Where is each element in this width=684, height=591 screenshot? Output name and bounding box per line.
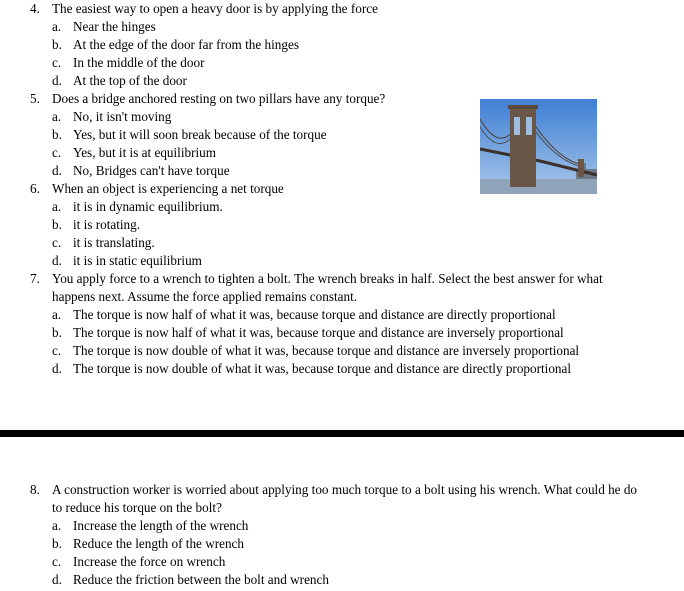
option-text: The torque is now double of what it was, because torque and distance are inversely proportional (73, 343, 580, 358)
option-letter: c. (52, 343, 62, 358)
option-text: At the top of the door (73, 73, 187, 88)
question-7-option-d (52, 360, 571, 378)
brooklyn-bridge-illustration (480, 99, 597, 194)
option-letter: a. (52, 307, 62, 322)
question-5-option-d (52, 162, 230, 180)
question-5-option-a (52, 108, 171, 126)
option-text: At the edge of the door far from the hinges (73, 37, 299, 52)
section-divider (0, 430, 684, 437)
question-5-option-b (52, 126, 327, 144)
question-7-option-a (52, 306, 556, 324)
question-6-option-c (52, 234, 155, 252)
option-letter: c. (52, 145, 62, 160)
option-letter: d. (52, 163, 62, 178)
option-letter: a. (52, 518, 62, 533)
option-text: Increase the length of the wrench (73, 518, 249, 533)
question-number: 4. (30, 1, 40, 16)
question-text: A construction worker is worried about applying too much torque to a bolt using his wrench. What could he do to reduce his torque on the bolt? (52, 482, 638, 515)
question-6-option-b (52, 216, 140, 234)
question-4-option-d (52, 72, 187, 90)
option-letter: b. (52, 325, 62, 340)
option-text: it is in dynamic equilibrium. (73, 199, 223, 214)
question-number: 8. (30, 482, 40, 497)
question-7-option-c (52, 342, 579, 360)
question-text: Does a bridge anchored resting on two pillars have any torque? (52, 91, 386, 106)
option-letter: b. (52, 127, 62, 142)
option-letter: a. (52, 199, 62, 214)
bridge-photo (480, 99, 597, 194)
option-letter: b. (52, 536, 62, 551)
option-text: No, Bridges can't have torque (73, 163, 230, 178)
option-text: Increase the force on wrench (73, 554, 226, 569)
option-letter: a. (52, 19, 62, 34)
question-8-option-c (52, 553, 225, 571)
question-8-option-a (52, 517, 248, 535)
question-number: 6. (30, 181, 40, 196)
question-4-option-c (52, 54, 204, 72)
option-text: Yes, but it is at equilibrium (73, 145, 216, 160)
question-text: The easiest way to open a heavy door is by applying the force (52, 1, 378, 16)
option-letter: b. (52, 217, 62, 232)
option-text: The torque is now half of what it was, because torque and distance are directly proportional (73, 307, 556, 322)
question-text: You apply force to a wrench to tighten a bolt. The wrench breaks in half. Select the best answer for what happens next. Assume the force applied remains constant. (52, 271, 603, 304)
option-text: Yes, but it will soon break because of the torque (73, 127, 327, 142)
question-text: When an object is experiencing a net torque (52, 181, 284, 196)
question-6-option-a (52, 198, 223, 216)
option-text: No, it isn't moving (73, 109, 172, 124)
question-4-option-a (52, 18, 156, 36)
option-letter: b. (52, 37, 62, 52)
option-text: it is rotating. (73, 217, 141, 232)
question-number: 7. (30, 271, 40, 286)
option-text: The torque is now double of what it was, because torque and distance are directly proportional (73, 361, 572, 376)
question-number: 5. (30, 91, 40, 106)
option-text: it is translating. (73, 235, 155, 250)
option-letter: c. (52, 235, 62, 250)
option-text: In the middle of the door (73, 55, 205, 70)
option-text: Near the hinges (73, 19, 156, 34)
option-letter: d. (52, 572, 62, 587)
option-letter: a. (52, 109, 62, 124)
question-6-option-d (52, 252, 202, 270)
option-letter: d. (52, 361, 62, 376)
option-letter: c. (52, 554, 62, 569)
option-text: Reduce the length of the wrench (73, 536, 245, 551)
question-4-option-b (52, 36, 299, 54)
option-letter: d. (52, 253, 62, 268)
question-8-option-d (52, 571, 329, 589)
option-text: it is in static equilibrium (73, 253, 202, 268)
question-7-option-b (52, 324, 564, 342)
question-5-option-c (52, 144, 216, 162)
question-8-option-b (52, 535, 244, 553)
option-letter: d. (52, 73, 62, 88)
option-text: Reduce the friction between the bolt and wrench (73, 572, 329, 587)
option-text: The torque is now half of what it was, because torque and distance are inversely proportional (73, 325, 564, 340)
option-letter: c. (52, 55, 62, 70)
